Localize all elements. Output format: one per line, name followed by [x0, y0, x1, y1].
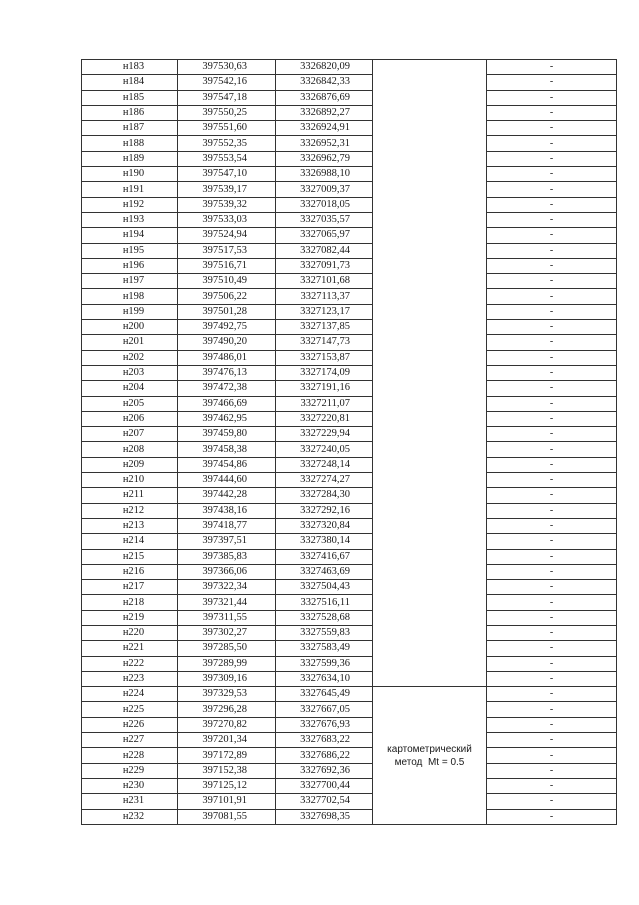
note-cell: -: [487, 304, 617, 319]
point-number-cell: н196: [82, 258, 178, 273]
x-coordinate-cell: 397321,44: [178, 595, 276, 610]
point-number-cell: н184: [82, 75, 178, 90]
note-cell: -: [487, 320, 617, 335]
x-coordinate-cell: 397442,28: [178, 488, 276, 503]
point-number-cell: н227: [82, 733, 178, 748]
point-number-cell: н187: [82, 121, 178, 136]
x-coordinate-cell: 397466,69: [178, 396, 276, 411]
table-row: [82, 488, 617, 503]
point-number-cell: н197: [82, 274, 178, 289]
x-coordinate-cell: 397454,86: [178, 457, 276, 472]
table-row: [82, 534, 617, 549]
y-coordinate-cell: 3326892,27: [276, 105, 373, 120]
point-number-cell: н217: [82, 580, 178, 595]
y-coordinate-cell: 3326988,10: [276, 167, 373, 182]
note-cell: -: [487, 503, 617, 518]
y-coordinate-cell: 3327065,97: [276, 228, 373, 243]
point-number-cell: н211: [82, 488, 178, 503]
point-number-cell: н205: [82, 396, 178, 411]
x-coordinate-cell: 397296,28: [178, 702, 276, 717]
table-row: [82, 197, 617, 212]
table-row: [82, 717, 617, 732]
x-coordinate-cell: 397476,13: [178, 365, 276, 380]
point-number-cell: н200: [82, 320, 178, 335]
y-coordinate-cell: 3327123,17: [276, 304, 373, 319]
note-cell: -: [487, 136, 617, 151]
y-coordinate-cell: 3327211,07: [276, 396, 373, 411]
note-cell: -: [487, 228, 617, 243]
point-number-cell: н185: [82, 90, 178, 105]
x-coordinate-cell: 397289,99: [178, 656, 276, 671]
point-number-cell: н222: [82, 656, 178, 671]
point-number-cell: н210: [82, 473, 178, 488]
y-coordinate-cell: 3326962,79: [276, 151, 373, 166]
point-number-cell: н229: [82, 763, 178, 778]
note-cell: -: [487, 427, 617, 442]
y-coordinate-cell: 3327380,14: [276, 534, 373, 549]
x-coordinate-cell: 397152,38: [178, 763, 276, 778]
table-row: [82, 289, 617, 304]
note-cell: -: [487, 75, 617, 90]
note-cell: -: [487, 151, 617, 166]
method-name: картометрический: [387, 743, 472, 755]
note-cell: -: [487, 671, 617, 686]
y-coordinate-cell: 3327174,09: [276, 365, 373, 380]
table-row: [82, 381, 617, 396]
y-coordinate-cell: 3327667,05: [276, 702, 373, 717]
table-row: [82, 564, 617, 579]
note-cell: -: [487, 534, 617, 549]
y-coordinate-cell: 3327416,67: [276, 549, 373, 564]
note-cell: -: [487, 641, 617, 656]
table-row: [82, 641, 617, 656]
table-row: [82, 794, 617, 809]
note-cell: -: [487, 610, 617, 625]
point-number-cell: н198: [82, 289, 178, 304]
note-cell: -: [487, 794, 617, 809]
x-coordinate-cell: 397397,51: [178, 534, 276, 549]
table-row: [82, 320, 617, 335]
y-coordinate-cell: 3327091,73: [276, 258, 373, 273]
table-row: [82, 778, 617, 793]
note-cell: -: [487, 473, 617, 488]
table-row: [82, 671, 617, 686]
table-row: [82, 411, 617, 426]
table-row: [82, 580, 617, 595]
table-row: [82, 748, 617, 763]
x-coordinate-cell: 397490,20: [178, 335, 276, 350]
point-number-cell: н206: [82, 411, 178, 426]
y-coordinate-cell: 3327583,49: [276, 641, 373, 656]
y-coordinate-cell: 3327516,11: [276, 595, 373, 610]
note-cell: -: [487, 457, 617, 472]
note-cell: -: [487, 121, 617, 136]
note-cell: -: [487, 105, 617, 120]
method-accuracy: метод Mt = 0.5: [394, 756, 465, 768]
y-coordinate-cell: 3326952,31: [276, 136, 373, 151]
note-cell: -: [487, 258, 617, 273]
point-number-cell: н213: [82, 518, 178, 533]
point-number-cell: н192: [82, 197, 178, 212]
point-number-cell: н228: [82, 748, 178, 763]
point-number-cell: н215: [82, 549, 178, 564]
point-number-cell: н204: [82, 381, 178, 396]
y-coordinate-cell: 3327274,27: [276, 473, 373, 488]
y-coordinate-cell: 3327692,36: [276, 763, 373, 778]
note-cell: -: [487, 702, 617, 717]
x-coordinate-cell: 397329,53: [178, 687, 276, 702]
x-coordinate-cell: 397539,32: [178, 197, 276, 212]
table-row: [82, 182, 617, 197]
note-cell: -: [487, 687, 617, 702]
table-row: [82, 809, 617, 824]
point-number-cell: н208: [82, 442, 178, 457]
y-coordinate-cell: 3326820,09: [276, 60, 373, 75]
x-coordinate-cell: 397492,75: [178, 320, 276, 335]
note-cell: -: [487, 625, 617, 640]
y-coordinate-cell: 3327153,87: [276, 350, 373, 365]
point-number-cell: н231: [82, 794, 178, 809]
x-coordinate-cell: 397444,60: [178, 473, 276, 488]
table-row: [82, 212, 617, 227]
point-number-cell: н195: [82, 243, 178, 258]
table-row: [82, 167, 617, 182]
table-row: [82, 457, 617, 472]
table-row: [82, 75, 617, 90]
y-coordinate-cell: 3327702,54: [276, 794, 373, 809]
table-row: [82, 702, 617, 717]
y-coordinate-cell: 3327009,37: [276, 182, 373, 197]
y-coordinate-cell: 3327700,44: [276, 778, 373, 793]
x-coordinate-cell: 397552,35: [178, 136, 276, 151]
coordinates-table-page: [81, 59, 616, 825]
point-number-cell: н190: [82, 167, 178, 182]
note-cell: -: [487, 289, 617, 304]
table-row: [82, 733, 617, 748]
x-coordinate-cell: 397172,89: [178, 748, 276, 763]
point-number-cell: н199: [82, 304, 178, 319]
table-row: [82, 610, 617, 625]
x-coordinate-cell: 397458,38: [178, 442, 276, 457]
x-coordinate-cell: 397302,27: [178, 625, 276, 640]
x-coordinate-cell: 397542,16: [178, 75, 276, 90]
x-coordinate-cell: 397539,17: [178, 182, 276, 197]
point-number-cell: н194: [82, 228, 178, 243]
x-coordinate-cell: 397533,03: [178, 212, 276, 227]
point-number-cell: н219: [82, 610, 178, 625]
y-coordinate-cell: 3327035,57: [276, 212, 373, 227]
y-coordinate-cell: 3327463,69: [276, 564, 373, 579]
x-coordinate-cell: 397309,16: [178, 671, 276, 686]
y-coordinate-cell: 3327113,37: [276, 289, 373, 304]
point-number-cell: н218: [82, 595, 178, 610]
point-number-cell: н188: [82, 136, 178, 151]
method-cell: [373, 687, 487, 825]
table-row: [82, 442, 617, 457]
point-number-cell: н203: [82, 365, 178, 380]
x-coordinate-cell: 397366,06: [178, 564, 276, 579]
y-coordinate-cell: 3326876,69: [276, 90, 373, 105]
note-cell: -: [487, 656, 617, 671]
note-cell: -: [487, 90, 617, 105]
y-coordinate-cell: 3327645,49: [276, 687, 373, 702]
point-number-cell: н209: [82, 457, 178, 472]
x-coordinate-cell: 397506,22: [178, 289, 276, 304]
table-row: [82, 335, 617, 350]
y-coordinate-cell: 3327101,68: [276, 274, 373, 289]
table-row: [82, 595, 617, 610]
x-coordinate-cell: 397270,82: [178, 717, 276, 732]
y-coordinate-cell: 3327292,16: [276, 503, 373, 518]
y-coordinate-cell: 3327559,83: [276, 625, 373, 640]
note-cell: -: [487, 809, 617, 824]
x-coordinate-cell: 397472,38: [178, 381, 276, 396]
x-coordinate-cell: 397125,12: [178, 778, 276, 793]
table-row: [82, 625, 617, 640]
y-coordinate-cell: 3327284,30: [276, 488, 373, 503]
table-row: [82, 228, 617, 243]
table-row: [82, 396, 617, 411]
table-row: [82, 427, 617, 442]
note-cell: -: [487, 549, 617, 564]
point-number-cell: н216: [82, 564, 178, 579]
table-row: [82, 518, 617, 533]
note-cell: -: [487, 274, 617, 289]
coordinates-table-body: [82, 60, 617, 825]
note-cell: -: [487, 335, 617, 350]
table-row: [82, 121, 617, 136]
point-number-cell: н226: [82, 717, 178, 732]
x-coordinate-cell: 397081,55: [178, 809, 276, 824]
y-coordinate-cell: 3327018,05: [276, 197, 373, 212]
x-coordinate-cell: 397510,49: [178, 274, 276, 289]
table-row: [82, 473, 617, 488]
point-number-cell: н189: [82, 151, 178, 166]
y-coordinate-cell: 3327191,16: [276, 381, 373, 396]
y-coordinate-cell: 3327147,73: [276, 335, 373, 350]
x-coordinate-cell: 397385,83: [178, 549, 276, 564]
note-cell: -: [487, 381, 617, 396]
point-number-cell: н193: [82, 212, 178, 227]
point-number-cell: н225: [82, 702, 178, 717]
y-coordinate-cell: 3327082,44: [276, 243, 373, 258]
x-coordinate-cell: 397530,63: [178, 60, 276, 75]
table-row: [82, 763, 617, 778]
x-coordinate-cell: 397550,25: [178, 105, 276, 120]
x-coordinate-cell: 397418,77: [178, 518, 276, 533]
point-number-cell: н186: [82, 105, 178, 120]
x-coordinate-cell: 397551,60: [178, 121, 276, 136]
note-cell: -: [487, 717, 617, 732]
y-coordinate-cell: 3327683,22: [276, 733, 373, 748]
note-cell: -: [487, 396, 617, 411]
table-row: [82, 549, 617, 564]
y-coordinate-cell: 3327248,14: [276, 457, 373, 472]
method-cell-empty: [373, 60, 487, 687]
table-row: [82, 151, 617, 166]
table-row: [82, 274, 617, 289]
y-coordinate-cell: 3327528,68: [276, 610, 373, 625]
note-cell: -: [487, 197, 617, 212]
table-row: [82, 136, 617, 151]
x-coordinate-cell: 397101,91: [178, 794, 276, 809]
x-coordinate-cell: 397524,94: [178, 228, 276, 243]
point-number-cell: н202: [82, 350, 178, 365]
x-coordinate-cell: 397459,80: [178, 427, 276, 442]
y-coordinate-cell: 3326924,91: [276, 121, 373, 136]
note-cell: -: [487, 733, 617, 748]
table-row: [82, 60, 617, 75]
table-row: [82, 687, 617, 702]
point-number-cell: н223: [82, 671, 178, 686]
x-coordinate-cell: 397438,16: [178, 503, 276, 518]
y-coordinate-cell: 3326842,33: [276, 75, 373, 90]
note-cell: -: [487, 411, 617, 426]
point-number-cell: н191: [82, 182, 178, 197]
point-number-cell: н183: [82, 60, 178, 75]
y-coordinate-cell: 3327220,81: [276, 411, 373, 426]
x-coordinate-cell: 397553,54: [178, 151, 276, 166]
note-cell: -: [487, 365, 617, 380]
point-number-cell: н221: [82, 641, 178, 656]
note-cell: -: [487, 212, 617, 227]
table-row: [82, 350, 617, 365]
x-coordinate-cell: 397547,10: [178, 167, 276, 182]
table-row: [82, 90, 617, 105]
x-coordinate-cell: 397462,95: [178, 411, 276, 426]
x-coordinate-cell: 397501,28: [178, 304, 276, 319]
x-coordinate-cell: 397311,55: [178, 610, 276, 625]
note-cell: -: [487, 580, 617, 595]
point-number-cell: н207: [82, 427, 178, 442]
y-coordinate-cell: 3327686,22: [276, 748, 373, 763]
note-cell: -: [487, 167, 617, 182]
point-number-cell: н220: [82, 625, 178, 640]
point-number-cell: н230: [82, 778, 178, 793]
x-coordinate-cell: 397201,34: [178, 733, 276, 748]
y-coordinate-cell: 3327676,93: [276, 717, 373, 732]
point-number-cell: н214: [82, 534, 178, 549]
y-coordinate-cell: 3327137,85: [276, 320, 373, 335]
note-cell: -: [487, 442, 617, 457]
x-coordinate-cell: 397486,01: [178, 350, 276, 365]
table-row: [82, 365, 617, 380]
table-row: [82, 258, 617, 273]
x-coordinate-cell: 397322,34: [178, 580, 276, 595]
note-cell: -: [487, 564, 617, 579]
note-cell: -: [487, 350, 617, 365]
y-coordinate-cell: 3327504,43: [276, 580, 373, 595]
table-row: [82, 656, 617, 671]
x-coordinate-cell: 397517,53: [178, 243, 276, 258]
y-coordinate-cell: 3327229,94: [276, 427, 373, 442]
y-coordinate-cell: 3327320,84: [276, 518, 373, 533]
y-coordinate-cell: 3327599,36: [276, 656, 373, 671]
table-row: [82, 304, 617, 319]
y-coordinate-cell: 3327634,10: [276, 671, 373, 686]
y-coordinate-cell: 3327698,35: [276, 809, 373, 824]
point-number-cell: н232: [82, 809, 178, 824]
x-coordinate-cell: 397285,50: [178, 641, 276, 656]
coordinates-table: [81, 59, 617, 825]
note-cell: -: [487, 518, 617, 533]
y-coordinate-cell: 3327240,05: [276, 442, 373, 457]
point-number-cell: н201: [82, 335, 178, 350]
note-cell: -: [487, 778, 617, 793]
point-number-cell: н224: [82, 687, 178, 702]
note-cell: -: [487, 748, 617, 763]
note-cell: -: [487, 243, 617, 258]
note-cell: -: [487, 182, 617, 197]
note-cell: -: [487, 60, 617, 75]
table-row: [82, 105, 617, 120]
table-row: [82, 503, 617, 518]
note-cell: -: [487, 595, 617, 610]
x-coordinate-cell: 397547,18: [178, 90, 276, 105]
note-cell: -: [487, 763, 617, 778]
note-cell: -: [487, 488, 617, 503]
table-row: [82, 243, 617, 258]
point-number-cell: н212: [82, 503, 178, 518]
x-coordinate-cell: 397516,71: [178, 258, 276, 273]
